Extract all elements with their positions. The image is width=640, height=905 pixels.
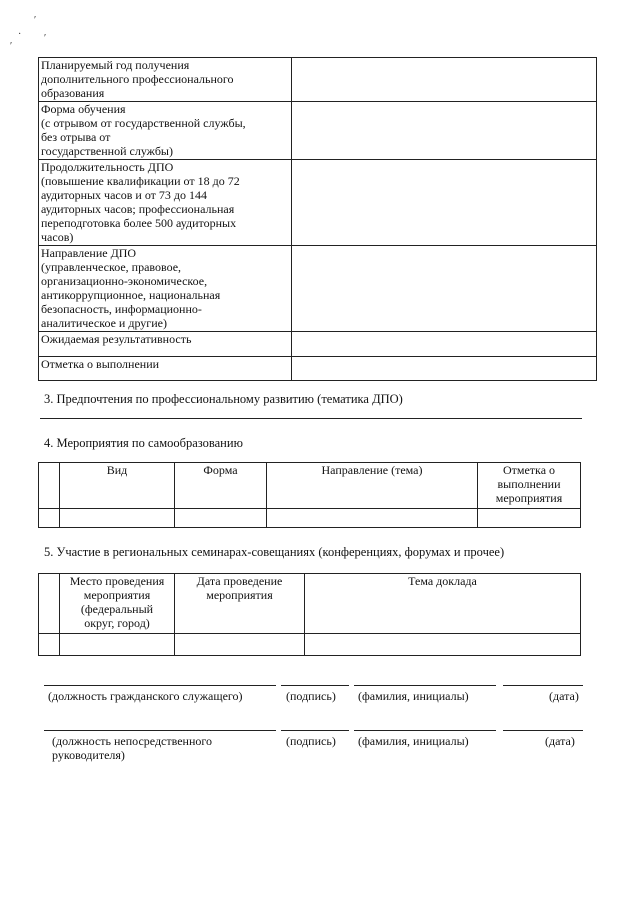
cell-text: Ожидаемая результативность bbox=[41, 332, 192, 346]
scan-mark: · bbox=[18, 29, 22, 40]
header-text: Дата проведение мероприятия bbox=[196, 574, 283, 602]
header-cell-report-topic bbox=[305, 574, 581, 634]
table-cell[interactable] bbox=[305, 634, 581, 656]
self-education-table bbox=[38, 462, 581, 528]
employee-signature-label: (подпись) bbox=[286, 689, 336, 703]
section-3-answer-line[interactable] bbox=[40, 418, 582, 419]
employee-position-label: (должность гражданского служащего) bbox=[48, 689, 243, 703]
signature-line-date[interactable] bbox=[503, 730, 583, 731]
manager-signature-label: (подпись) bbox=[286, 734, 336, 748]
header-cell-completion bbox=[478, 463, 581, 509]
row-value-direction[interactable] bbox=[292, 246, 597, 332]
manager-position-label: (должность непосредственного руководителя) bbox=[52, 734, 213, 762]
row-value-completion-mark[interactable] bbox=[292, 357, 597, 381]
table-cell[interactable] bbox=[175, 509, 267, 528]
cell-text: Планируемый год получения дополнительного профессионального образования bbox=[41, 58, 234, 100]
header-text: Форма bbox=[203, 463, 238, 477]
header-text: Отметка о выполнении мероприятия bbox=[495, 463, 563, 505]
table-header-row bbox=[39, 463, 581, 509]
row-value-planned-year[interactable] bbox=[292, 58, 597, 102]
table-cell[interactable] bbox=[267, 509, 478, 528]
employee-date-label: (дата) bbox=[549, 689, 579, 703]
table-row bbox=[39, 357, 597, 381]
manager-date-label: (дата) bbox=[545, 734, 575, 748]
row-label-duration bbox=[39, 160, 292, 246]
header-text: Место проведения мероприятия (федеральный округ, город) bbox=[69, 574, 165, 630]
header-cell-topic bbox=[267, 463, 478, 509]
seminars-table bbox=[38, 573, 581, 656]
section-3-title: 3. Предпочтения по профессиональному развитию (тематика ДПО) bbox=[44, 392, 403, 406]
scan-mark: ′ bbox=[34, 15, 37, 26]
table-row bbox=[39, 160, 597, 246]
section-4-title: 4. Мероприятия по самообразованию bbox=[44, 436, 243, 450]
row-label-study-form bbox=[39, 102, 292, 160]
table-row bbox=[39, 509, 581, 528]
cell-text: Форма обучения (с отрывом от государственной службы, без отрыва от государственной службы) bbox=[41, 102, 246, 158]
row-label-planned-year bbox=[39, 58, 292, 102]
header-cell-date bbox=[175, 574, 305, 634]
cell-text: Отметка о выполнении bbox=[41, 357, 160, 371]
cell-text: Продолжительность ДПО (повышение квалификации от 18 до 72 аудиторных часов и от 73 до 144 аудиторных часов; профессиональная переподготовка более 500 аудиторных часов) bbox=[41, 160, 240, 244]
table-row bbox=[39, 246, 597, 332]
row-value-expected-result[interactable] bbox=[292, 332, 597, 357]
row-value-duration[interactable] bbox=[292, 160, 597, 246]
table-cell[interactable] bbox=[478, 509, 581, 528]
table-row bbox=[39, 58, 597, 102]
manager-name-label: (фамилия, инициалы) bbox=[358, 734, 469, 748]
employee-name-label: (фамилия, инициалы) bbox=[358, 689, 469, 703]
table-header-row bbox=[39, 574, 581, 634]
table-row bbox=[39, 332, 597, 357]
header-text: Тема доклада bbox=[408, 574, 477, 588]
table-cell[interactable] bbox=[39, 634, 60, 656]
header-cell-form bbox=[175, 463, 267, 509]
table-cell[interactable] bbox=[60, 634, 175, 656]
scan-mark: ′ bbox=[44, 33, 47, 44]
header-text: Направление (тема) bbox=[321, 463, 423, 477]
table-row bbox=[39, 102, 597, 160]
cell-text: Направление ДПО (управленческое, правовое, организационно-экономическое, антикоррупционное, национальная безопасность, информационно- аналитическое и другие) bbox=[41, 246, 221, 330]
row-label-direction bbox=[39, 246, 292, 332]
header-cell-kind bbox=[60, 463, 175, 509]
signature-line-position[interactable] bbox=[44, 730, 276, 731]
row-label-completion-mark bbox=[39, 357, 292, 381]
row-label-expected-result bbox=[39, 332, 292, 357]
dpo-table bbox=[38, 57, 597, 381]
signature-line-name[interactable] bbox=[354, 730, 496, 731]
header-cell-number bbox=[39, 463, 60, 509]
table-cell[interactable] bbox=[39, 509, 60, 528]
header-cell-place bbox=[60, 574, 175, 634]
signature-line-sign[interactable] bbox=[281, 685, 349, 686]
header-text: Вид bbox=[106, 463, 128, 477]
signature-line-sign[interactable] bbox=[281, 730, 349, 731]
signature-line-name[interactable] bbox=[354, 685, 496, 686]
header-cell-number bbox=[39, 574, 60, 634]
table-row bbox=[39, 634, 581, 656]
section-5-title: 5. Участие в региональных семинарах-совещаниях (конференциях, форумах и прочее) bbox=[44, 545, 505, 559]
table-cell[interactable] bbox=[175, 634, 305, 656]
signature-line-date[interactable] bbox=[503, 685, 583, 686]
signature-line-position[interactable] bbox=[44, 685, 276, 686]
row-value-study-form[interactable] bbox=[292, 102, 597, 160]
table-cell[interactable] bbox=[60, 509, 175, 528]
scan-mark: ′ bbox=[10, 41, 13, 52]
